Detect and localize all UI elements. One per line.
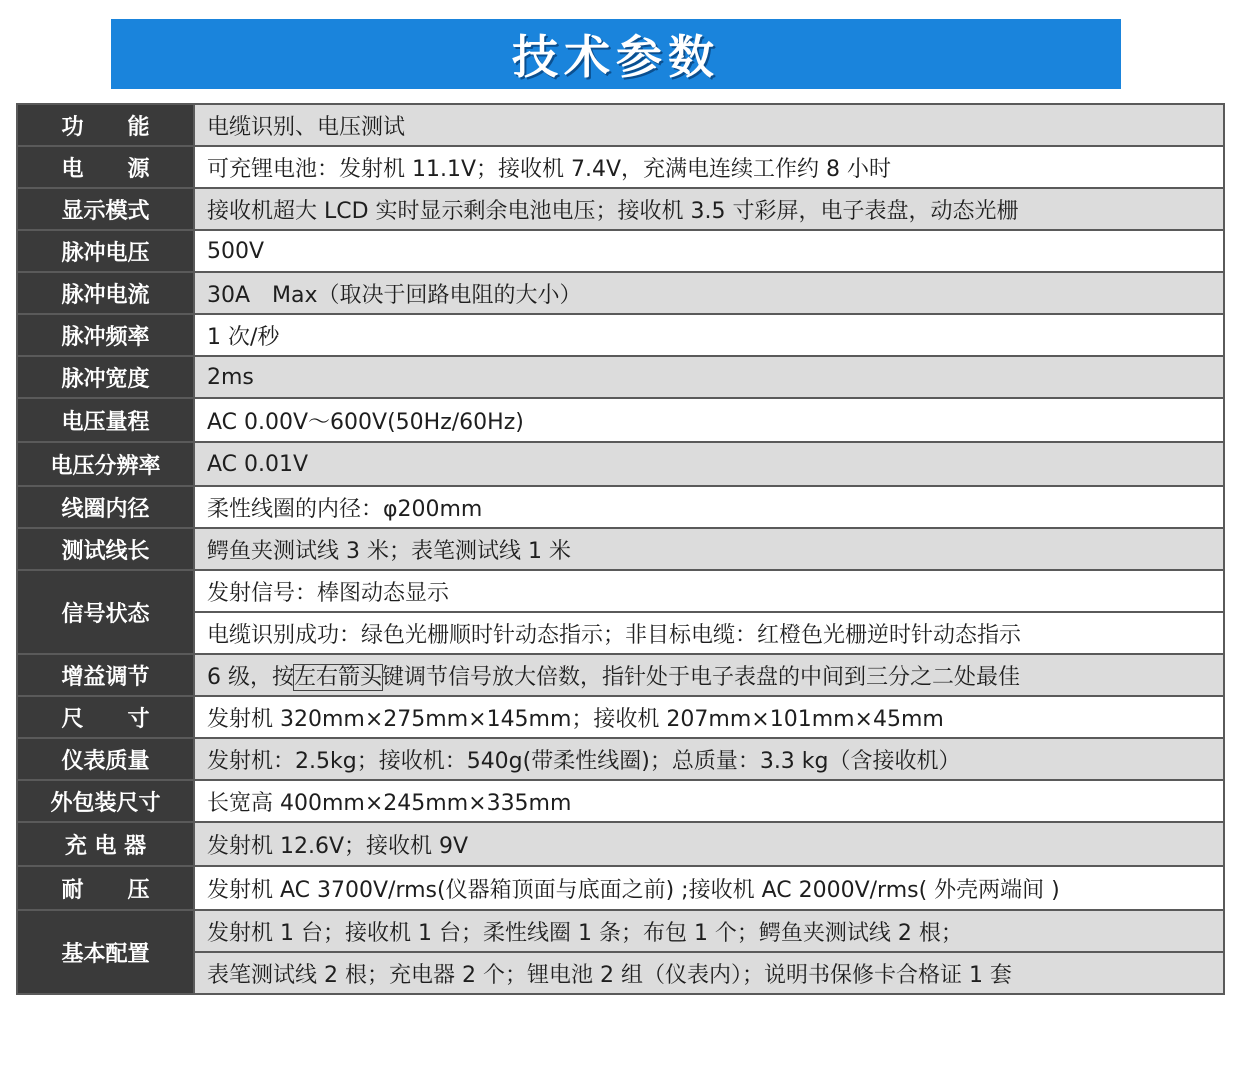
row-value-basic-config-2: 表笔测试线 2 根；充电器 2 个；锂电池 2 组（仪表内）；说明书保修卡合格证 1 套 xyxy=(194,952,1224,994)
table-row xyxy=(17,398,1224,442)
row-label-signal-status: 信号状态 xyxy=(17,570,194,654)
row-value-voltage-resolution: AC 0.01V xyxy=(194,442,1224,486)
row-value-signal-status-2: 电缆识别成功：绿色光栅顺时针动态指示；非目标电缆：红橙色光栅逆时针动态指示 xyxy=(194,612,1224,654)
row-value-dimensions: 发射机 320mm×275mm×145mm；接收机 207mm×101mm×45mm xyxy=(194,696,1224,738)
row-label-pulse-voltage: 脉冲电压 xyxy=(17,230,194,272)
row-value-charger: 发射机 12.6V；接收机 9V xyxy=(194,822,1224,866)
table-row xyxy=(17,486,1224,528)
table-row xyxy=(17,272,1224,314)
row-value-basic-config-1: 发射机 1 台；接收机 1 台；柔性线圈 1 条；布包 1 个；鳄鱼夹测试线 2 根； xyxy=(194,910,1224,952)
row-label-pulse-frequency: 脉冲频率 xyxy=(17,314,194,356)
row-label-withstand-voltage: 耐 压 xyxy=(17,866,194,910)
row-label-voltage-resolution: 电压分辨率 xyxy=(17,442,194,486)
spec-table xyxy=(16,103,1225,995)
row-value-pulse-voltage: 500V xyxy=(194,230,1224,272)
row-label-dimensions: 尺 寸 xyxy=(17,696,194,738)
table-row xyxy=(17,146,1224,188)
table-row xyxy=(17,738,1224,780)
row-label-power: 电 源 xyxy=(17,146,194,188)
table-row xyxy=(17,952,1224,994)
row-label-pulse-width: 脉冲宽度 xyxy=(17,356,194,398)
row-label-weight: 仪表质量 xyxy=(17,738,194,780)
table-row xyxy=(17,612,1224,654)
row-label-test-lead-length: 测试线长 xyxy=(17,528,194,570)
row-label-function: 功 能 xyxy=(17,104,194,146)
table-row xyxy=(17,910,1224,952)
row-value-coil-diameter: 柔性线圈的内径：φ200mm xyxy=(194,486,1224,528)
row-value-pulse-frequency: 1 次/秒 xyxy=(194,314,1224,356)
row-label-coil-diameter: 线圈内径 xyxy=(17,486,194,528)
row-value-package-size: 长宽高 400mm×245mm×335mm xyxy=(194,780,1224,822)
title-banner xyxy=(111,19,1121,89)
gain-text-arrow-keys: 左右箭头 xyxy=(294,664,383,690)
row-value-display-mode: 接收机超大 LCD 实时显示剩余电池电压；接收机 3.5 寸彩屏，电子表盘，动态光栅 xyxy=(194,188,1224,230)
row-value-power: 可充锂电池：发射机 11.1V；接收机 7.4V，充满电连续工作约 8 小时 xyxy=(194,146,1224,188)
gain-text-c: 键调节信号放大倍数，指针处于电子表盘的中间到三分之二处最佳 xyxy=(382,664,1021,690)
table-row xyxy=(17,780,1224,822)
row-label-gain-adjust: 增益调节 xyxy=(17,654,194,696)
row-label-display-mode: 显示模式 xyxy=(17,188,194,230)
table-row xyxy=(17,570,1224,612)
table-row xyxy=(17,314,1224,356)
table-row xyxy=(17,866,1224,910)
table-row xyxy=(17,822,1224,866)
gain-text-a: 6 级，按 xyxy=(207,664,294,690)
table-row xyxy=(17,442,1224,486)
table-row xyxy=(17,188,1224,230)
row-value-voltage-range: AC 0.00V～600V(50Hz/60Hz) xyxy=(194,398,1224,442)
row-value-test-lead-length: 鳄鱼夹测试线 3 米；表笔测试线 1 米 xyxy=(194,528,1224,570)
row-value-function: 电缆识别、电压测试 xyxy=(194,104,1224,146)
row-label-package-size: 外包装尺寸 xyxy=(17,780,194,822)
table-row xyxy=(17,528,1224,570)
row-value-signal-status-1: 发射信号：棒图动态显示 xyxy=(194,570,1224,612)
row-label-voltage-range: 电压量程 xyxy=(17,398,194,442)
table-row xyxy=(17,654,1224,696)
row-value-weight: 发射机：2.5kg；接收机：540g(带柔性线圈)；总质量：3.3 kg（含接收机） xyxy=(194,738,1224,780)
row-value-withstand-voltage: 发射机 AC 3700V/rms(仪器箱顶面与底面之前) ;接收机 AC 2000V/rms( 外壳两端间 ) xyxy=(194,866,1224,910)
page-title: 技术参数 xyxy=(512,30,720,84)
row-label-pulse-current: 脉冲电流 xyxy=(17,272,194,314)
row-label-charger: 充 电 器 xyxy=(17,822,194,866)
row-value-gain-adjust xyxy=(194,654,1224,696)
table-row xyxy=(17,356,1224,398)
row-value-pulse-current: 30A Max（取决于回路电阻的大小） xyxy=(194,272,1224,314)
table-row xyxy=(17,230,1224,272)
row-label-basic-config: 基本配置 xyxy=(17,910,194,994)
row-value-pulse-width: 2ms xyxy=(194,356,1224,398)
table-row xyxy=(17,696,1224,738)
table-row xyxy=(17,104,1224,146)
